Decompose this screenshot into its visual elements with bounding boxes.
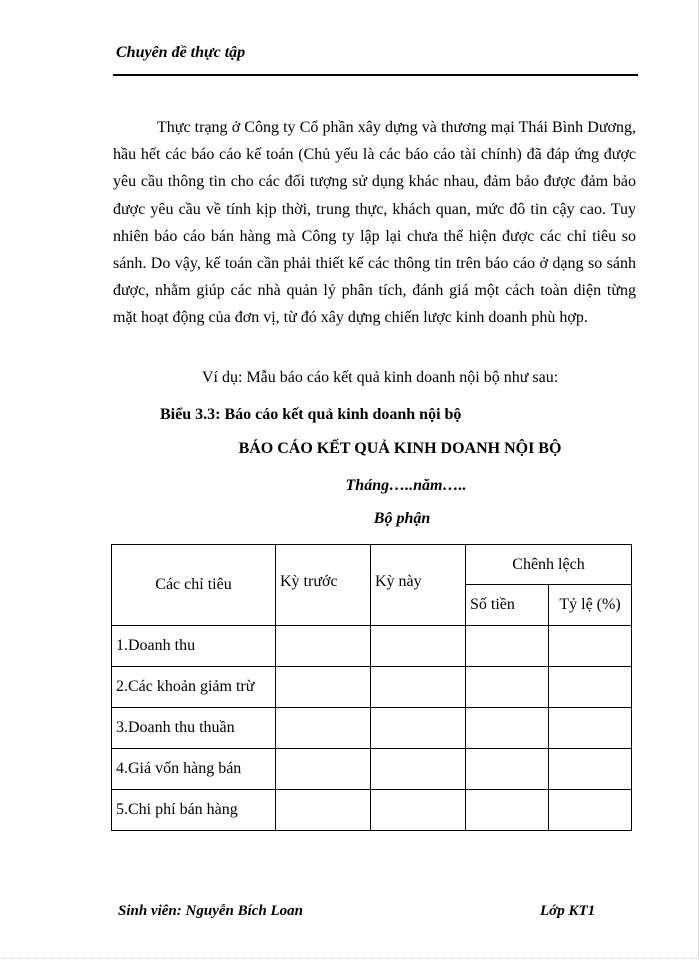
table-row (112, 626, 632, 667)
row-label: 2.Các khoản giảm trừ (112, 667, 276, 708)
cell-amount (466, 790, 549, 831)
example-line: Ví dụ: Mẫu báo cáo kết quả kinh doanh nội bộ như sau: (202, 369, 559, 386)
footer-class: Lớp KT1 (540, 903, 596, 919)
cell-current (371, 667, 466, 708)
cell-current (371, 790, 466, 831)
report-table (111, 544, 632, 831)
row-label: 5.Chi phí bán hàng (112, 790, 276, 831)
report-department: Bộ phận (373, 510, 431, 527)
cell-amount (466, 749, 549, 790)
header-difference: Chênh lệch (466, 545, 632, 585)
cell-previous (276, 790, 371, 831)
table-caption: Biểu 3.3: Báo cáo kết quả kinh doanh nội bộ (160, 406, 462, 423)
cell-ratio (549, 790, 632, 831)
header-indicator: Các chỉ tiêu (112, 545, 276, 626)
cell-ratio (549, 749, 632, 790)
row-label: 4.Giá vốn hàng bán (112, 749, 276, 790)
cell-previous (276, 708, 371, 749)
cell-amount (466, 667, 549, 708)
report-title: BÁO CÁO KẾT QUẢ KINH DOANH NỘI BỘ (238, 440, 562, 457)
cell-previous (276, 667, 371, 708)
footer-student: Sinh viên: Nguyễn Bích Loan (118, 903, 304, 919)
row-label: 3.Doanh thu thuần (112, 708, 276, 749)
header-amount: Số tiền (466, 585, 549, 626)
table-row (112, 790, 632, 831)
cell-ratio (549, 626, 632, 667)
cell-previous (276, 626, 371, 667)
cell-current (371, 749, 466, 790)
header-previous-period: Kỳ trước (276, 545, 371, 626)
table-header-row (112, 545, 632, 585)
report-period: Tháng…..năm….. (345, 477, 467, 494)
cell-ratio (549, 667, 632, 708)
table-row (112, 749, 632, 790)
cell-previous (276, 749, 371, 790)
body-paragraph: Thực trạng ở Công ty Cổ phần xây dựng và thương mại Thái Bình Dương, hầu hết các báo cáo kế toán (Chủ yếu là các báo cáo tài chính) đã đáp ứng được yêu cầu thông tin cho các đối tượng sử dụng khác nhau, đảm bảo được đảm bảo được yêu cầu về tính kịp thời, trung thực, khách quan, mức đô tin cậy cao. Tuy nhiên báo cáo bán hàng mà Công ty lập lại chưa thể hiện được các chỉ tiêu so sánh. Do vậy, kế toán cần phải thiết kế các thông tin trên báo cáo ở dạng so sánh được, nhằm giúp các nhà quản lý phân tích, đánh giá một cách toàn diện từng mặt hoạt động của đơn vị, từ đó xây dựng chiến lược kinh doanh phù hợp. (113, 119, 636, 327)
table-row (112, 667, 632, 708)
table-row (112, 708, 632, 749)
header-current-period: Kỳ này (371, 545, 466, 626)
header-ratio: Tỷ lệ (%) (549, 585, 632, 626)
cell-amount (466, 626, 549, 667)
cell-ratio (549, 708, 632, 749)
cell-current (371, 708, 466, 749)
header-rule (113, 74, 638, 76)
row-label: 1.Doanh thu (112, 626, 276, 667)
cell-current (371, 626, 466, 667)
header-title: Chuyên đề thực tập (116, 44, 246, 61)
cell-amount (466, 708, 549, 749)
